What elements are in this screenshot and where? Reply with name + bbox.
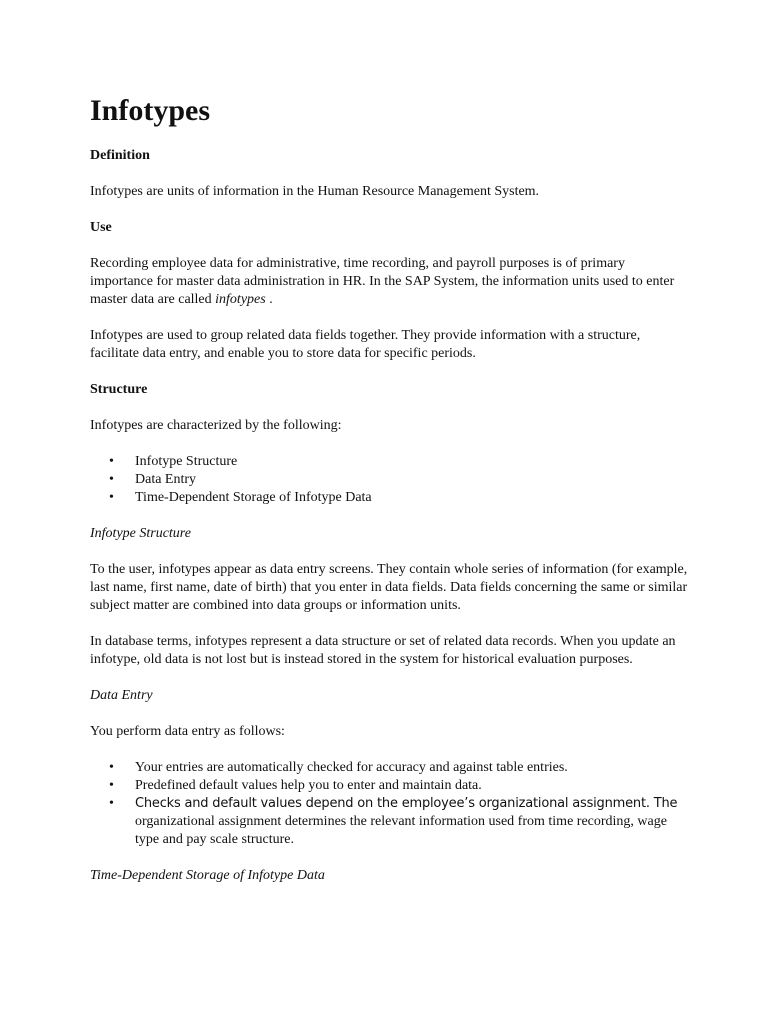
list-item-text-sans: Checks and default values depend on the employee’s organizational assignment. The	[135, 796, 678, 811]
bullet-icon: •	[109, 454, 114, 469]
use-paragraph-1-text: Recording employee data for administrative, time recording, and payroll purposes is of primary importance for master data administration in HR. In the SAP System, the information units used to enter master data are called	[90, 256, 675, 307]
infotype-structure-paragraph-1: To the user, infotypes appear as data entry screens. They contain whole series of information (for example, last name, first name, date of birth) that you enter in data fields. Data fields concerning the same or similar subject matter are combined into data groups or information units.	[90, 562, 688, 613]
list-item-text: Your entries are automatically checked for accuracy and against table entries.	[135, 760, 568, 775]
infotype-structure-heading: Infotype Structure	[90, 526, 191, 541]
definition-heading: Definition	[90, 148, 150, 163]
bullet-icon: •	[109, 778, 114, 793]
data-entry-heading: Data Entry	[90, 688, 153, 703]
list-item-text: Predefined default values help you to enter and maintain data.	[135, 778, 482, 793]
list-item-text: Data Entry	[135, 472, 197, 487]
bullet-icon: •	[109, 472, 114, 487]
structure-list	[90, 453, 690, 507]
use-heading: Use	[90, 220, 112, 235]
bullet-icon: •	[109, 760, 114, 775]
data-entry-intro: You perform data entry as follows:	[90, 724, 285, 739]
list-item	[109, 489, 690, 507]
structure-intro: Infotypes are characterized by the following:	[90, 418, 342, 433]
list-item	[109, 453, 690, 471]
list-item-text: Infotype Structure	[135, 454, 238, 469]
use-paragraph-1-end: .	[265, 292, 273, 307]
list-item	[109, 759, 690, 777]
use-paragraph-1	[90, 255, 690, 309]
data-entry-list	[90, 759, 690, 849]
list-item	[109, 795, 690, 849]
bullet-icon: •	[109, 490, 114, 505]
list-item-text: Time-Dependent Storage of Infotype Data	[135, 490, 372, 505]
list-item-text: organizational assignment determines the relevant information used from time recording, wage type and pay scale structure.	[135, 814, 667, 847]
list-item	[109, 471, 690, 489]
page-title: Infotypes	[90, 94, 211, 127]
time-dependent-heading: Time-Dependent Storage of Infotype Data	[90, 868, 325, 883]
document-page	[90, 92, 690, 885]
list-item	[109, 777, 690, 795]
use-paragraph-1-italic: infotypes	[215, 292, 266, 307]
bullet-icon: •	[109, 796, 114, 811]
definition-text: Infotypes are units of information in the Human Resource Management System.	[90, 184, 540, 199]
infotype-structure-paragraph-2: In database terms, infotypes represent a data structure or set of related data records. When you update an infotype, old data is not lost but is instead stored in the system for historical evaluation purposes.	[90, 634, 676, 667]
use-paragraph-2: Infotypes are used to group related data fields together. They provide information with a structure, facilitate data entry, and enable you to store data for specific periods.	[90, 328, 641, 361]
structure-heading: Structure	[90, 382, 148, 397]
